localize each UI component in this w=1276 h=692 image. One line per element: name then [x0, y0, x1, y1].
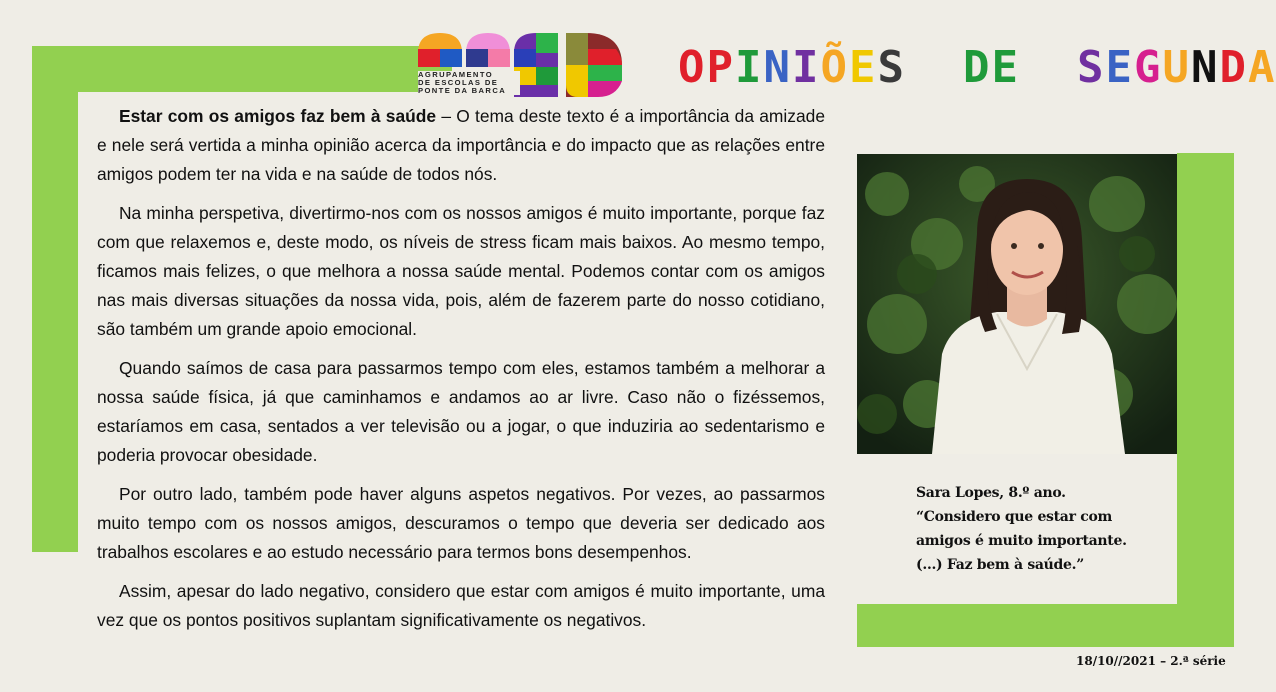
- article-paragraph: Por outro lado, também pode haver alguns aspetos negativos. Por vezes, ao passarmos muito tempo com os nossos amigos, descuramos o tempo que deveria ser dedicado aos trabalhos escolares e ao estudo necessário para termos bons desempenhos.: [97, 484, 825, 562]
- article-body: [97, 102, 825, 645]
- article-paragraph: [97, 102, 825, 189]
- article-lead-bold: Estar com os amigos faz bem à saúde: [119, 106, 437, 126]
- green-frame-bottom-right: [857, 604, 1234, 647]
- green-frame-top-left: [32, 46, 452, 92]
- title-letter: P: [706, 42, 735, 93]
- caption-line: “Considero que estar com: [916, 509, 1112, 525]
- title-letter: S: [877, 42, 906, 93]
- title-letter: [1020, 42, 1077, 94]
- title-letter: [906, 42, 963, 94]
- issue-date: 18/10//2021 – 2.ª série: [1076, 654, 1226, 668]
- title-letter: E: [991, 42, 1020, 93]
- title-letter: Õ: [820, 42, 849, 93]
- title-letter: U: [1162, 42, 1191, 93]
- logo-text: [418, 71, 520, 95]
- article-paragraph: Quando saímos de casa para passarmos tempo com eles, estamos também a melhorar a nossa saúde física, já que caminhamos e andamos ao ar livre. Caso não o fizéssemos, estaríamos em casa, sentados a ver televisão ou a jogar, o que induziria ao sedentarismo e poderia provocar obesidade.: [97, 358, 825, 465]
- student-photo: [857, 154, 1177, 454]
- title-letter: D: [1219, 42, 1248, 93]
- photo-caption: [916, 481, 1166, 577]
- caption-line: (…) Faz bem à saúde.”: [916, 557, 1084, 573]
- green-frame-right: [1177, 153, 1234, 647]
- article-paragraph: Assim, apesar do lado negativo, considero que estar com amigos é muito importante, uma vez que os pontos positivos suplantam significativamente os negativos.: [97, 581, 825, 630]
- title-letter: I: [735, 42, 764, 93]
- title-letter: A: [1247, 42, 1276, 93]
- logo-line: AGRUPAMENTO: [418, 70, 494, 79]
- page-title: [678, 42, 1276, 94]
- title-letter: S: [1076, 42, 1106, 93]
- title-letter: N: [763, 42, 792, 93]
- caption-line: Sara Lopes, 8.º ano.: [916, 485, 1066, 501]
- title-letter: E: [1105, 42, 1134, 93]
- article-lead-text: – O tema deste texto é a importância da amizade e nele será vertida a minha opinião acerca da importância e do impacto que as relações entre amigos podem ter na vida e na saúde de todos nós.: [97, 106, 825, 184]
- title-letter: O: [678, 42, 707, 93]
- logo-line: DE ESCOLAS DE: [418, 78, 499, 87]
- title-letter: D: [962, 42, 992, 93]
- caption-line: amigos é muito importante.: [916, 533, 1127, 549]
- title-letter: I: [792, 42, 821, 93]
- logo-line: PONTE DA BARCA: [418, 86, 507, 95]
- green-frame-left: [32, 46, 78, 552]
- title-letter: G: [1133, 42, 1163, 93]
- title-letter: N: [1190, 42, 1220, 93]
- article-paragraph: Na minha perspetiva, divertirmo-nos com os nossos amigos é muito importante, porque faz com que relaxemos e, deste modo, os níveis de stress ficam mais baixos. Ao mesmo tempo, ficamos mais felizes, o que melhora a nossa saúde mental. Podemos contar com os amigos nas mais diversas situações da nossa vida, pois, além de fazerem parte do nosso cotidiano, são também um grande apoio emocional.: [97, 203, 825, 339]
- title-letter: E: [849, 42, 878, 93]
